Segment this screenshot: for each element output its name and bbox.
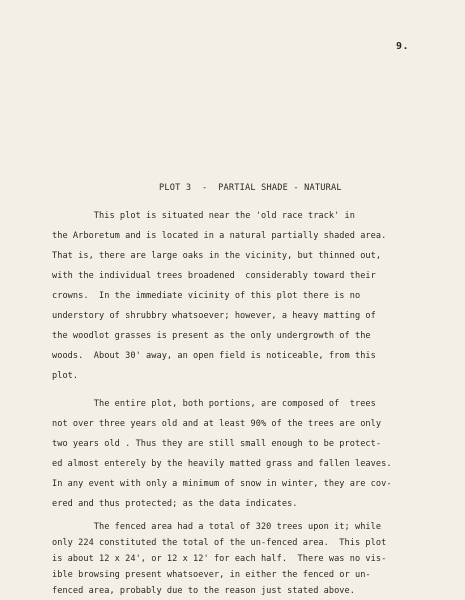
page-number: 9.: [396, 41, 410, 52]
text-line: the Arboretum and is located in a natural partially shaded area.: [52, 231, 387, 241]
text-line: understory of shrubbry whatsoever; however, a heavy matting of: [52, 311, 376, 321]
text-line: This plot is situated near the 'old race track' in: [52, 211, 355, 221]
text-line: ible browsing present whatsoever, in either the fenced or un-: [52, 570, 371, 580]
text-line: The entire plot, both portions, are composed of trees: [52, 399, 376, 409]
text-line: only 224 constituted the total of the un-fenced area. This plot: [52, 538, 387, 548]
text-line: plot.: [52, 371, 79, 381]
text-line: fenced area, probably due to the reason just stated above.: [52, 586, 355, 596]
text-line: In any event with only a minimum of snow in winter, they are cov-: [52, 479, 392, 489]
text-line: ed almost enterely by the heavily matted grass and fallen leaves.: [52, 459, 392, 469]
section-heading: PLOT 3 - PARTIAL SHADE - NATURAL: [159, 183, 342, 193]
text-line: crowns. In the immediate vicinity of this plot there is no: [52, 291, 361, 301]
text-line: woods. About 30' away, an open field is noticeable, from this: [52, 351, 376, 361]
text-line: two years old . Thus they are still small enough to be protect-: [52, 439, 382, 449]
text-line: is about 12 x 24', or 12 x 12' for each half. There was no vis-: [52, 554, 387, 564]
text-line: That is, there are large oaks in the vicinity, but thinned out,: [52, 251, 382, 261]
text-line: the woodlot grasses is present as the only undergrowth of the: [52, 331, 371, 341]
text-line: with the individual trees broadened considerably toward their: [52, 271, 376, 281]
text-line: not over three years old and at least 90% of the trees are only: [52, 419, 382, 429]
text-line: ered and thus protected; as the data indicates.: [52, 499, 298, 509]
text-line: The fenced area had a total of 320 trees upon it; while: [52, 522, 382, 532]
